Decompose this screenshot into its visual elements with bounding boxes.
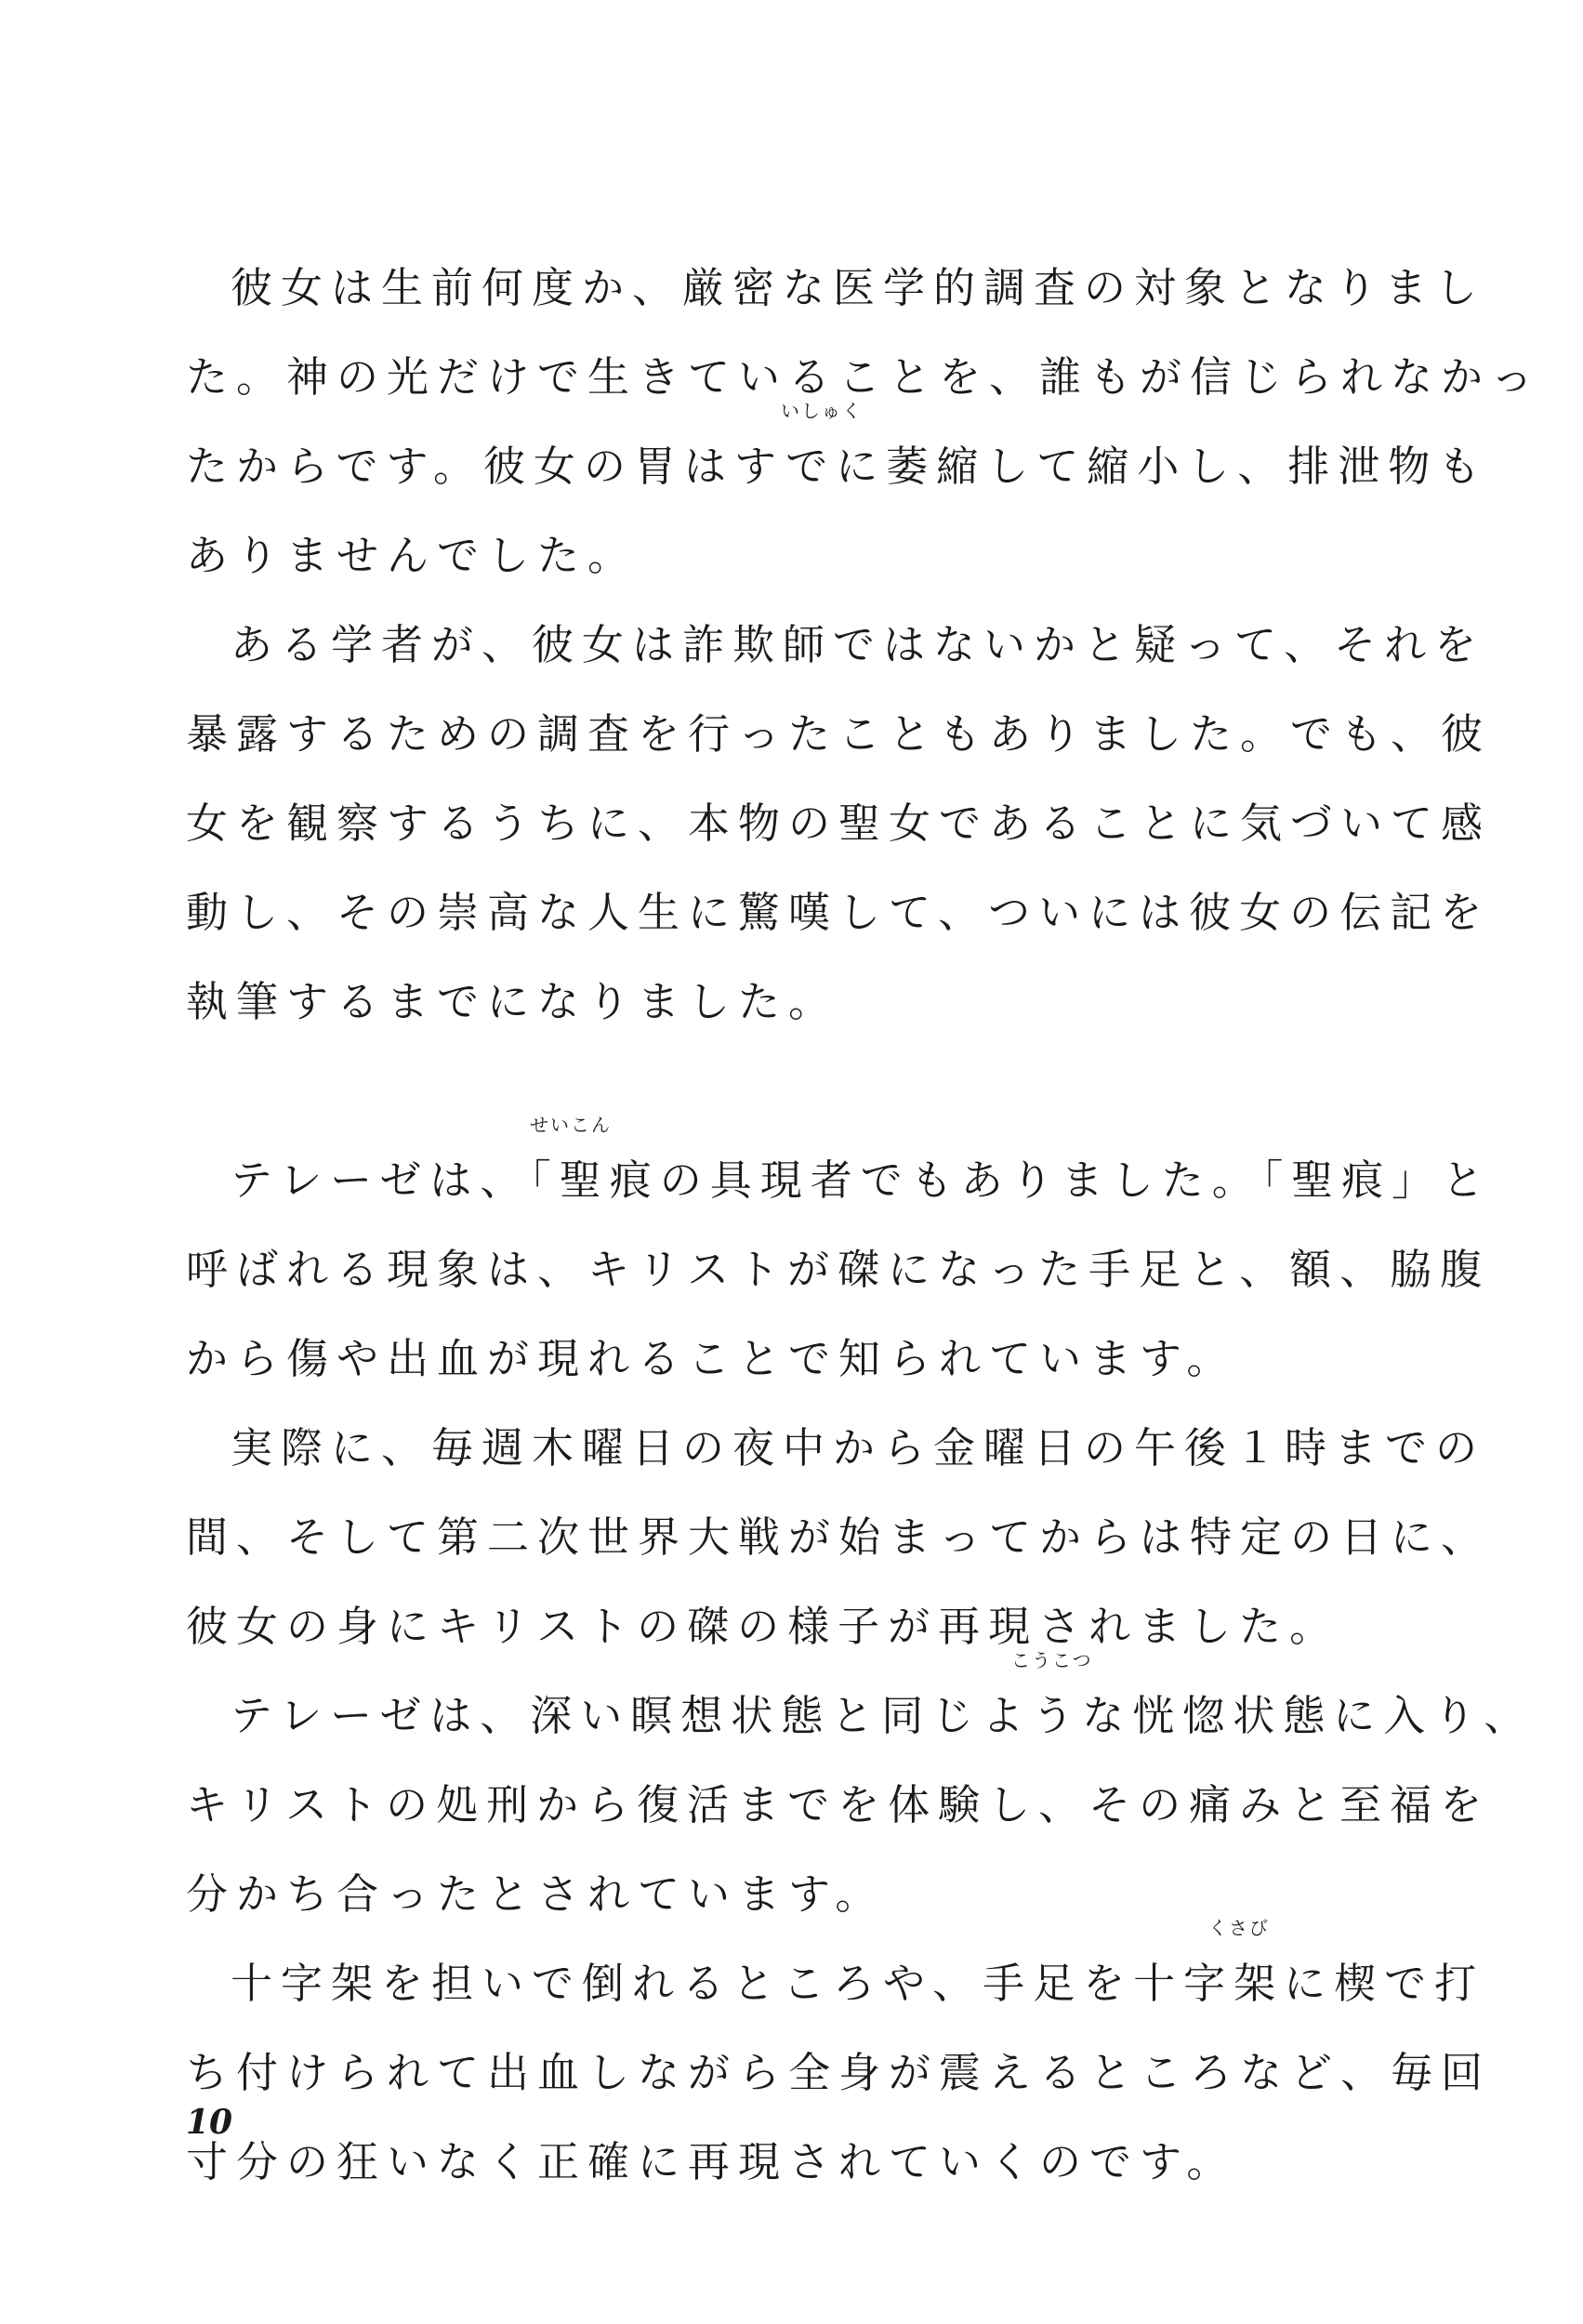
text-line: ある学者が、彼女は詐欺師ではないかと疑って、それを [231,620,1485,669]
paragraph-3 [186,1114,1493,1404]
text-line-with-ruby [186,1114,1493,1225]
paragraph-6 [186,1917,1492,2207]
text-line-with-ruby [186,1649,1535,1761]
section-gap [186,1047,1357,1136]
text-line: 寸分の狂いなく正確に再現されていくのです。 [186,2137,1237,2186]
paragraph-1 [186,244,1542,601]
text-line: 十字架を担いで倒れるところや、手足を十字架に楔で打 [231,1959,1485,2008]
text-line-with-ruby [186,400,1489,511]
text-line: から傷や出血が現れることで知られています。 [186,1334,1237,1383]
text-line: たからです。彼女の胃はすでに萎縮して縮小し、排泄物も [186,442,1489,491]
text-line: ありませんでした。 [186,531,639,580]
body-text [186,244,1542,2207]
page-number: 10 [186,2103,233,2142]
text-line: 彼女の身にキリストの磔の様子が再現されました。 [186,1602,1340,1651]
ruby-annotation: せいこん [530,1114,612,1136]
text-line: 実際に、毎週木曜日の夜中から金曜日の午後１時までの [231,1423,1486,1472]
paragraph-2 [186,601,1492,1047]
paragraph-5 [186,1649,1535,1939]
ruby-annotation: こうこつ [1011,1649,1093,1671]
text-line: ち付けられて出血しながら全身が震えるところなど、毎回 [186,2048,1492,2097]
ruby-annotation: くさび [1208,1917,1270,1939]
text-line-with-ruby [186,1917,1485,2028]
text-line: 呼ばれる現象は、キリストが磔になった手足と、額、脇腹 [186,1245,1491,1294]
text-line: 間、そして第二次世界大戦が始まってからは特定の日に、 [186,1512,1492,1562]
text-line: た。神の光だけで生きていることを、誰もが信じられなかっ [186,352,1542,402]
text-line: 動し、その崇高な人生に驚嘆して、ついには彼女の伝記を [186,888,1491,937]
text-line: テレーゼは、深い瞑想状態と同じような恍惚状態に入り、 [231,1691,1535,1740]
text-line: 暴露するための調査を行ったこともありました。でも、彼 [186,709,1492,759]
text-line: 分かち合ったとされています。 [186,1869,886,1919]
text-line: キリストの処刑から復活までを体験し、その痛みと至福を [186,1780,1491,1829]
paragraph-4 [186,1404,1492,1671]
text-line: 執筆するまでになりました。 [186,977,839,1026]
text-line: テレーゼは、「聖痕の具現者でもありました。「聖痕」と [231,1155,1493,1205]
ruby-annotation: いしゅく [781,400,863,422]
text-line: 女を観察するうちに、本物の聖女であることに気づいて感 [186,799,1492,848]
text-line: 彼女は生前何度か、厳密な医学的調査の対象となりまし [231,263,1486,312]
